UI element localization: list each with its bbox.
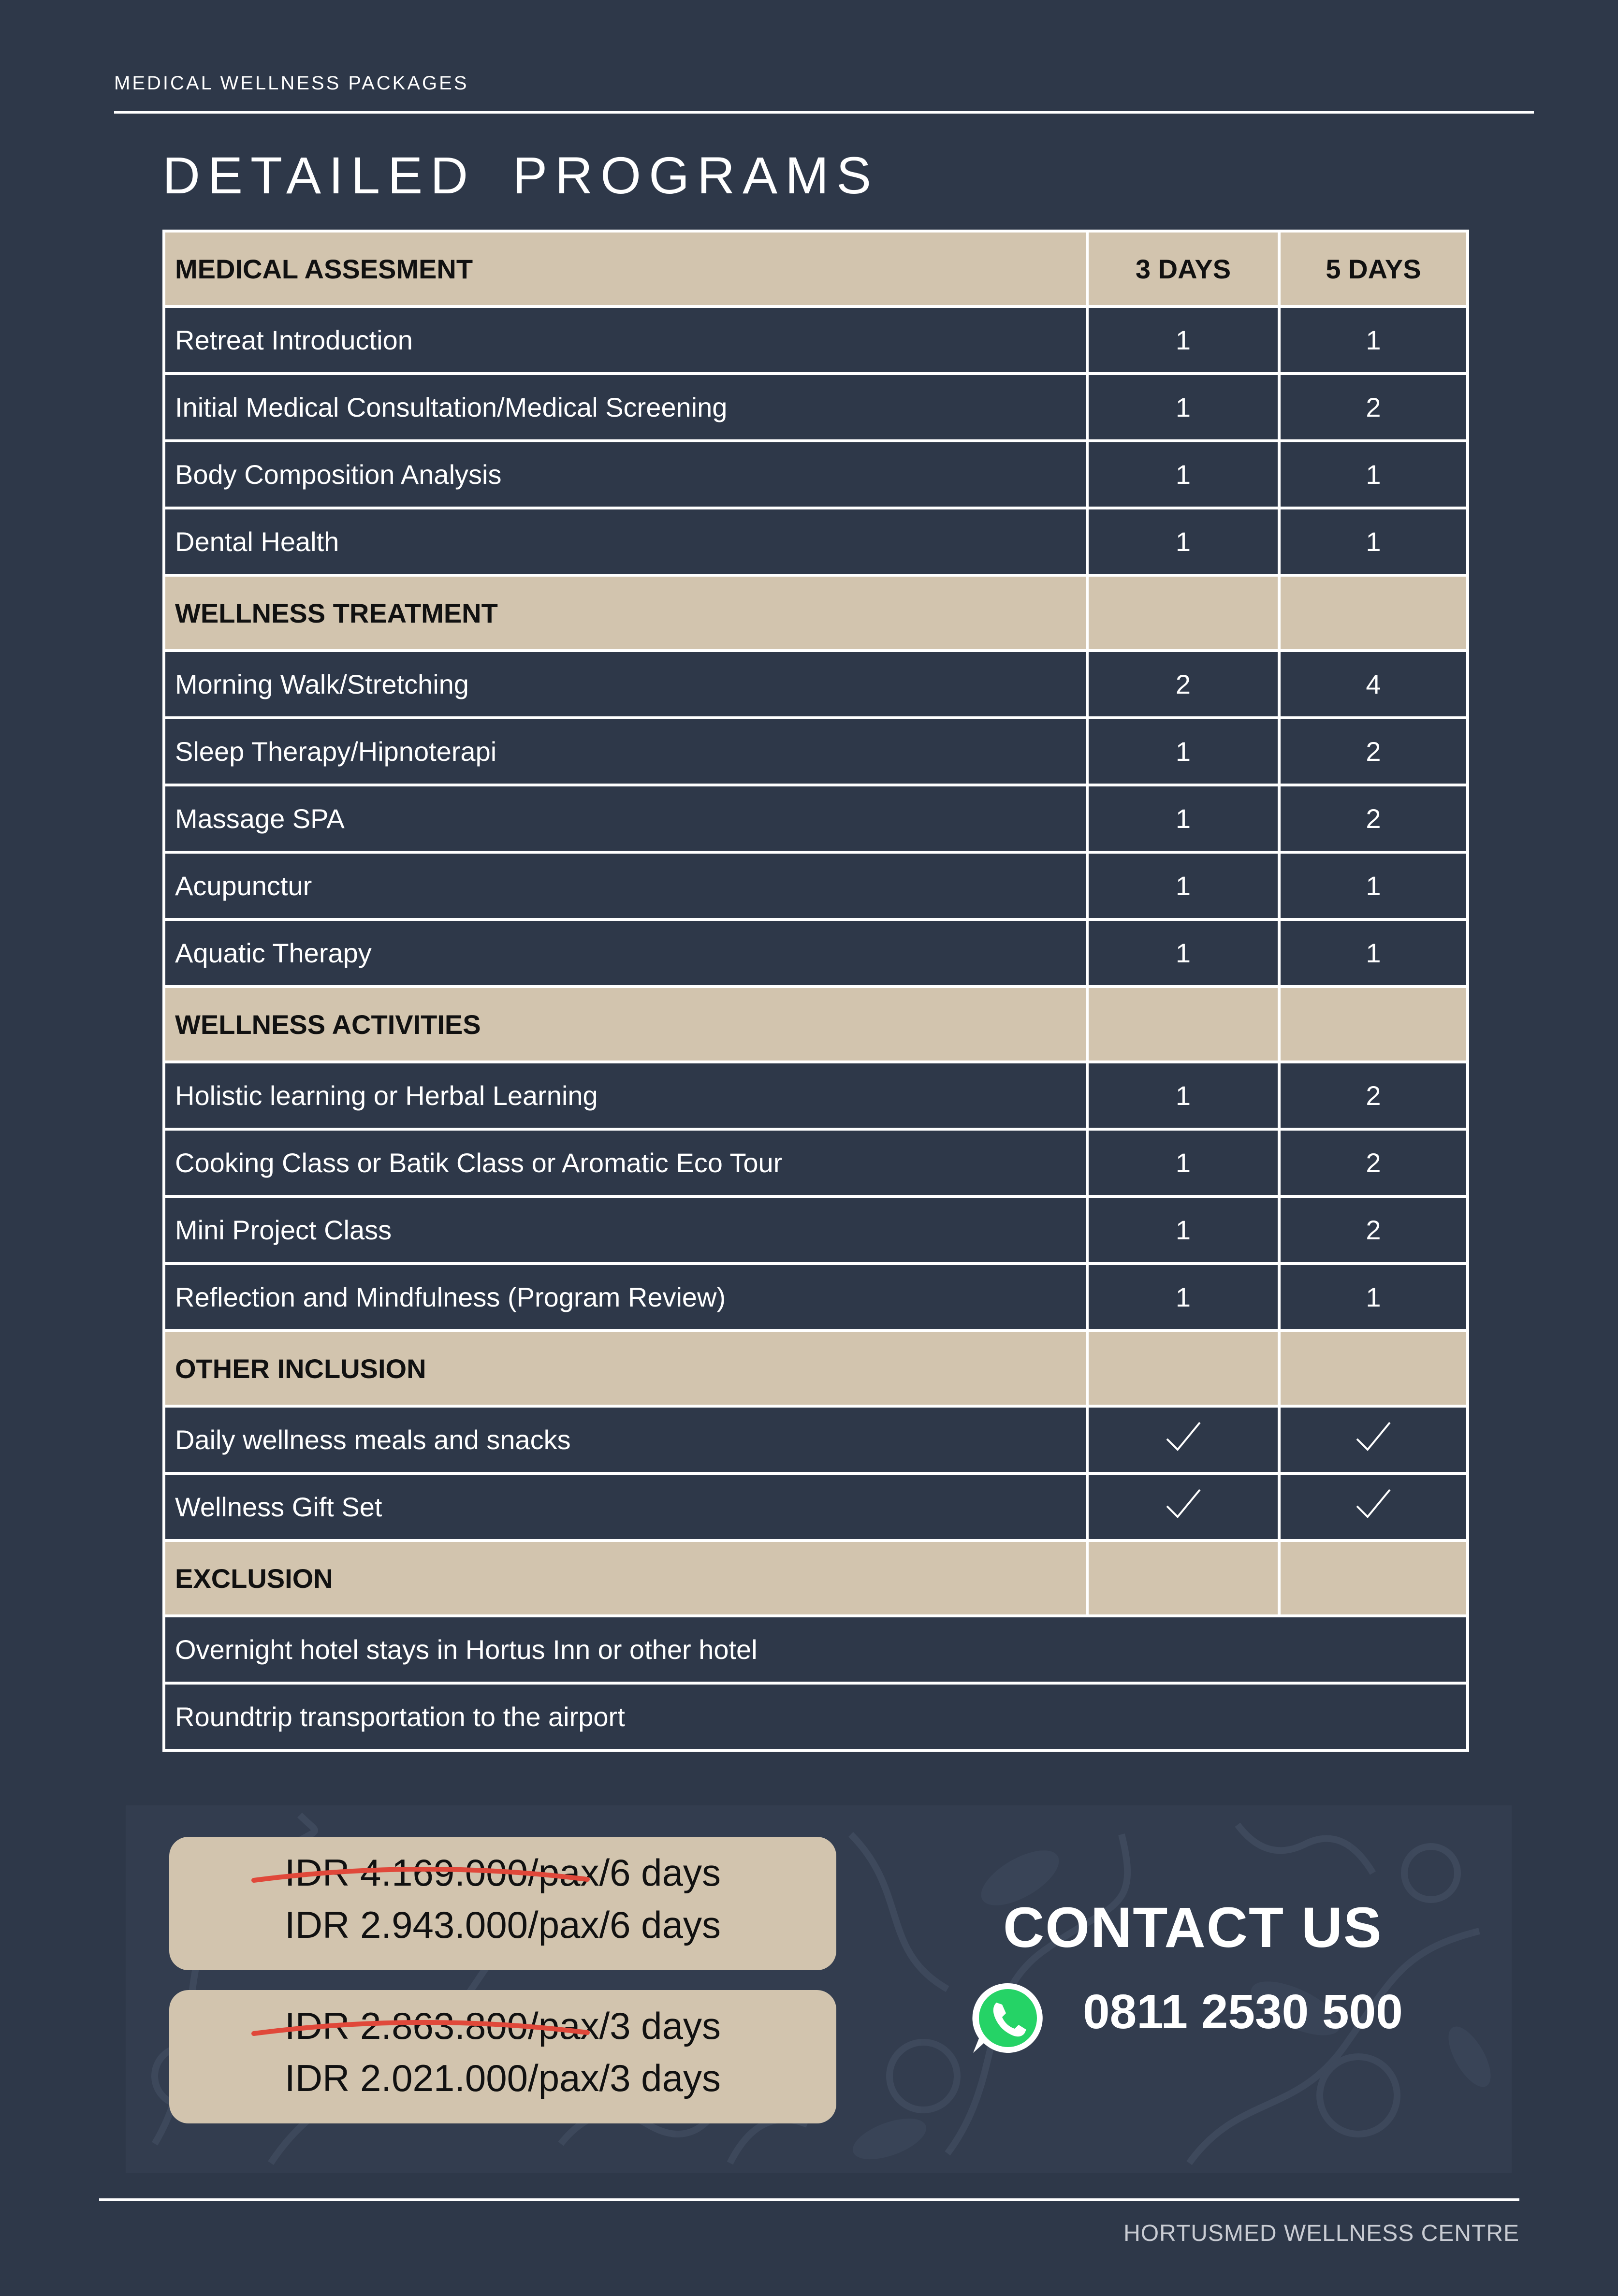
row-value-3-days: 1 [1087,508,1279,575]
table-row [164,374,1468,441]
check-icon [1164,1487,1203,1521]
section-row-other-inclusion [164,1331,1468,1406]
price-card-3-days [169,1990,836,2123]
row-value-3-days: 2 [1087,651,1279,718]
row-label: Overnight hotel stays in Hortus Inn or other hotel [164,1616,1468,1683]
row-value-5-days: 2 [1279,785,1468,852]
row-label: Sleep Therapy/Hipnoterapi [164,718,1087,785]
row-label: Initial Medical Consultation/Medical Screening [164,374,1087,441]
section-empty-cell [1279,987,1468,1062]
row-value-3-days: 1 [1087,1129,1279,1196]
row-value-5-days: 4 [1279,651,1468,718]
old-price [169,2000,836,2052]
section-empty-cell [1279,575,1468,651]
table-row [164,919,1468,987]
row-value-3-days: 1 [1087,306,1279,374]
section-empty-cell [1087,575,1279,651]
page-title: DETAILED PROGRAMS [162,146,879,204]
table-row [164,1196,1468,1264]
row-value-5-days: 1 [1279,306,1468,374]
row-label: Holistic learning or Herbal Learning [164,1062,1087,1129]
table-row [164,1683,1468,1750]
table-row [164,1406,1468,1473]
whatsapp-icon[interactable] [969,1979,1047,2057]
table-row [164,1616,1468,1683]
row-value-5-days: 2 [1279,718,1468,785]
check-icon [1354,1487,1393,1521]
row-label: Retreat Introduction [164,306,1087,374]
row-label: Daily wellness meals and snacks [164,1406,1087,1473]
section-empty-cell [1087,987,1279,1062]
row-value-3-days: 1 [1087,785,1279,852]
row-value-5-days: 2 [1279,374,1468,441]
table-row [164,1473,1468,1540]
row-value-5-days [1279,1473,1468,1540]
row-label: Wellness Gift Set [164,1473,1087,1540]
row-label: Roundtrip transportation to the airport [164,1683,1468,1750]
table-row [164,1264,1468,1331]
phone-number[interactable]: 0811 2530 500 [1083,1985,1403,2039]
header-divider [114,111,1534,114]
row-label: Cooking Class or Batik Class or Aromatic Eco Tour [164,1129,1087,1196]
row-value-5-days: 1 [1279,508,1468,575]
table-row [164,718,1468,785]
new-price: IDR 2.943.000/pax/6 days [285,1904,721,1946]
section-title-medical: MEDICAL ASSESMENT [164,231,1087,306]
row-value-3-days: 1 [1087,718,1279,785]
column-header-5-days: 5 DAYS [1279,231,1468,306]
section-title: OTHER INCLUSION [164,1331,1087,1406]
row-value-3-days: 1 [1087,1264,1279,1331]
row-value-3-days: 1 [1087,1062,1279,1129]
row-label: Reflection and Mindfulness (Program Review) [164,1264,1087,1331]
section-empty-cell [1087,1331,1279,1406]
strikethrough-mark [251,2014,590,2043]
table-row [164,852,1468,919]
strikethrough-mark [251,1861,590,1890]
row-value-5-days: 2 [1279,1062,1468,1129]
row-value-3-days: 1 [1087,919,1279,987]
section-row-wellness-activities [164,987,1468,1062]
section-empty-cell [1279,1331,1468,1406]
price-card-6-days [169,1837,836,1970]
old-price-text: IDR 2.863.800/pax/3 days [285,2005,721,2047]
row-value-5-days: 1 [1279,852,1468,919]
footer-text: HORTUSMED WELLNESS CENTRE [1123,2221,1519,2246]
old-price [169,1846,836,1899]
row-value-5-days: 2 [1279,1129,1468,1196]
row-value-3-days: 1 [1087,852,1279,919]
contact-title: CONTACT US [1003,1896,1383,1960]
column-header-3-days: 3 DAYS [1087,231,1279,306]
row-value-5-days [1279,1406,1468,1473]
section-row-wellness-treatment [164,575,1468,651]
programs-table [162,230,1469,1752]
table-row [164,1062,1468,1129]
row-value-3-days [1087,1473,1279,1540]
new-price: IDR 2.021.000/pax/3 days [285,2057,721,2099]
section-title: WELLNESS TREATMENT [164,575,1087,651]
table-row [164,306,1468,374]
table-row [164,651,1468,718]
row-label: Aquatic Therapy [164,919,1087,987]
row-value-3-days [1087,1406,1279,1473]
row-value-5-days: 2 [1279,1196,1468,1264]
row-value-5-days: 1 [1279,919,1468,987]
table-row [164,1129,1468,1196]
row-value-3-days: 1 [1087,441,1279,508]
table-row [164,508,1468,575]
section-title: WELLNESS ACTIVITIES [164,987,1087,1062]
table-row [164,441,1468,508]
table-row [164,785,1468,852]
row-label: Morning Walk/Stretching [164,651,1087,718]
section-row-exclusion [164,1540,1468,1616]
row-value-3-days: 1 [1087,1196,1279,1264]
footer-divider [99,2198,1519,2201]
check-icon [1354,1420,1393,1453]
check-icon [1164,1420,1203,1453]
row-label: Dental Health [164,508,1087,575]
row-label: Body Composition Analysis [164,441,1087,508]
section-title: EXCLUSION [164,1540,1087,1616]
old-price-text: IDR 4.169.000/pax/6 days [285,1851,721,1894]
row-label: Massage SPA [164,785,1087,852]
header-label: MEDICAL WELLNESS PACKAGES [114,73,469,94]
section-empty-cell [1279,1540,1468,1616]
row-value-5-days: 1 [1279,1264,1468,1331]
row-value-3-days: 1 [1087,374,1279,441]
row-label: Mini Project Class [164,1196,1087,1264]
row-value-5-days: 1 [1279,441,1468,508]
table-header-row [164,231,1468,306]
section-empty-cell [1087,1540,1279,1616]
row-label: Acupunctur [164,852,1087,919]
